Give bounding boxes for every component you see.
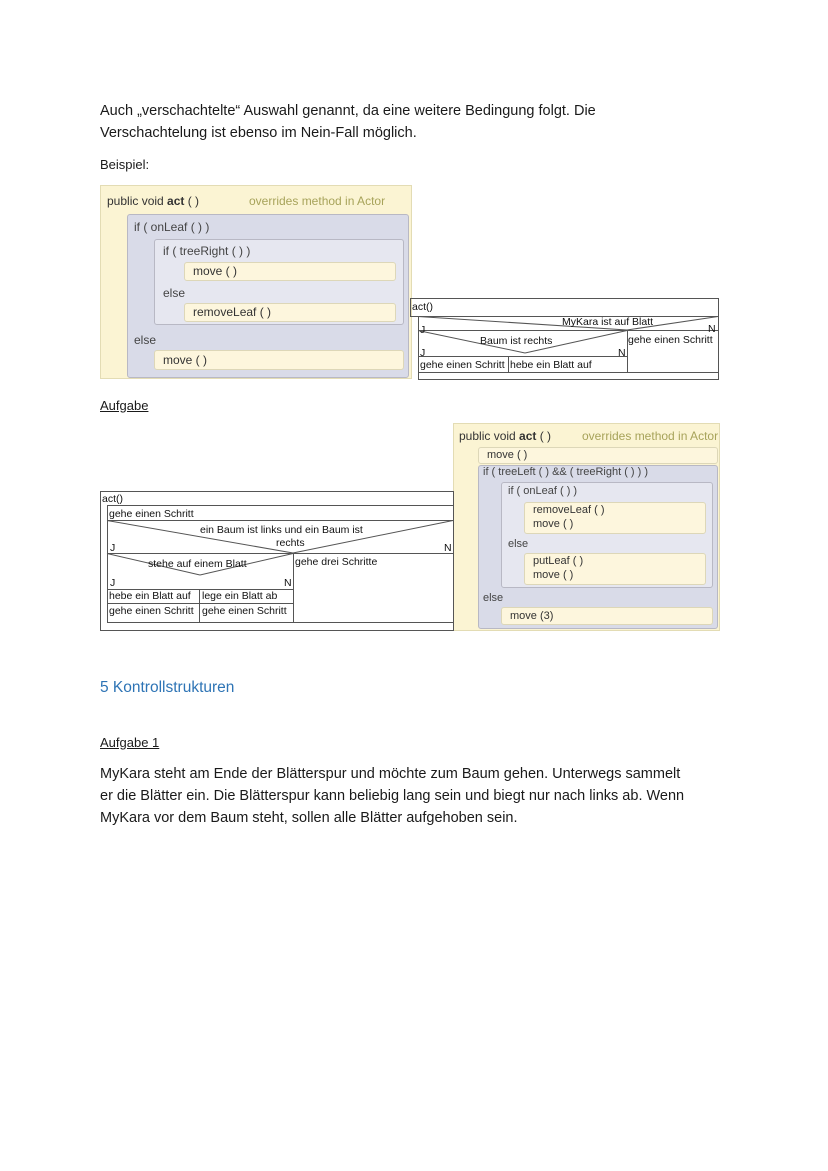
task-line-3: MyKara vor dem Baum steht, sollen alle Blätter aufgehoben sein.	[100, 810, 518, 826]
code1-overrides: overrides method in Actor	[249, 194, 386, 208]
code2-overrides: overrides method in Actor	[582, 429, 719, 443]
sg2-j-action-1: hebe ein Blatt auf	[109, 590, 191, 602]
sg1-inner-condition: Baum ist rechts	[480, 335, 553, 347]
sg2-j-action-2: gehe einen Schritt	[109, 605, 194, 617]
sg2-first-action: gehe einen Schritt	[109, 508, 194, 520]
sg2-condition-line-2: rechts	[276, 537, 305, 549]
sg1-j: J	[420, 324, 426, 336]
code1-header: public void act ( )	[107, 194, 200, 208]
code-block-1	[100, 185, 412, 379]
code2-removeleaf: removeLeaf ( )	[533, 504, 605, 516]
code2-move-4: move (3)	[501, 607, 713, 625]
code1-move-1: move ( )	[184, 262, 396, 281]
code-block-2	[453, 423, 720, 631]
sg2-no-action: gehe drei Schritte	[295, 556, 378, 568]
code2-move-2: move ( )	[533, 518, 574, 530]
code1-removeleaf: removeLeaf ( )	[184, 303, 396, 322]
aufgabe-label: Aufgabe	[100, 398, 149, 413]
sg2-inner-n: N	[284, 577, 292, 589]
sg1-action-j: gehe einen Schritt	[420, 359, 505, 371]
code2-else-body	[524, 553, 706, 585]
sg2-condition-line-1: ein Baum ist links und ein Baum ist	[200, 524, 363, 536]
struktogram-2	[100, 491, 454, 631]
code1-inner-if-block	[154, 239, 404, 325]
sg2-n-action-2: gehe einen Schritt	[202, 605, 287, 617]
code2-else-inner: else	[508, 538, 529, 550]
sg1-action-n: hebe ein Blatt auf	[510, 359, 592, 371]
sg1-title: act()	[412, 301, 433, 313]
sg1-no-action: gehe einen Schritt	[628, 334, 713, 346]
code2-if-body	[524, 502, 706, 534]
code2-move-1: move ( )	[478, 447, 718, 464]
code2-if-tree: if ( treeLeft ( ) && ( treeRight ( ) ) )	[483, 466, 649, 478]
code1-outer-if-block	[127, 214, 409, 378]
sg1-condition: MyKara ist auf Blatt	[562, 316, 654, 328]
code1-else-inner: else	[163, 286, 186, 300]
struktogram-1	[410, 298, 719, 380]
sg2-inner-condition: stehe auf einem Blatt	[148, 558, 247, 570]
code2-outer-if-block	[478, 465, 718, 629]
sg2-n-action-1: lege ein Blatt ab	[202, 590, 278, 602]
task-line-2: er die Blätter ein. Die Blätterspur kann beliebig lang sein und biegt nur nach links ab. Wenn	[100, 788, 685, 804]
task-label: Aufgabe 1	[100, 735, 160, 750]
task-line-1: MyKara steht am Ende der Blätterspur und möchte zum Baum gehen. Unterwegs sammelt	[100, 766, 681, 782]
sg2-title: act()	[102, 493, 123, 505]
code2-move-3: move ( )	[533, 569, 574, 581]
sg2-j: J	[110, 542, 116, 554]
section-heading: 5 Kontrollstrukturen	[100, 679, 235, 696]
sg2-inner-j: J	[110, 577, 116, 589]
sg1-inner-n: N	[618, 347, 626, 359]
intro-line-2: Verschachtelung ist ebenso im Nein-Fall möglich.	[100, 125, 417, 141]
code2-else-outer: else	[483, 592, 504, 604]
sg2-n: N	[444, 542, 452, 554]
sg1-n: N	[708, 323, 716, 335]
code1-if-treeright: if ( treeRight ( ) )	[163, 244, 251, 258]
code1-move-2: move ( )	[154, 350, 404, 370]
intro-line-1: Auch „verschachtelte“ Auswahl genannt, da eine weitere Bedingung folgt. Die	[100, 103, 596, 119]
example-label: Beispiel:	[100, 157, 150, 172]
code1-else-outer: else	[134, 333, 157, 347]
code1-if-onleaf: if ( onLeaf ( ) )	[134, 220, 210, 234]
code2-putleaf: putLeaf ( )	[533, 555, 584, 567]
code2-header: public void act ( )	[459, 429, 552, 443]
sg1-inner-j: J	[420, 347, 426, 359]
code2-inner-if-block	[501, 482, 713, 588]
code2-if-onleaf: if ( onLeaf ( ) )	[508, 485, 578, 497]
